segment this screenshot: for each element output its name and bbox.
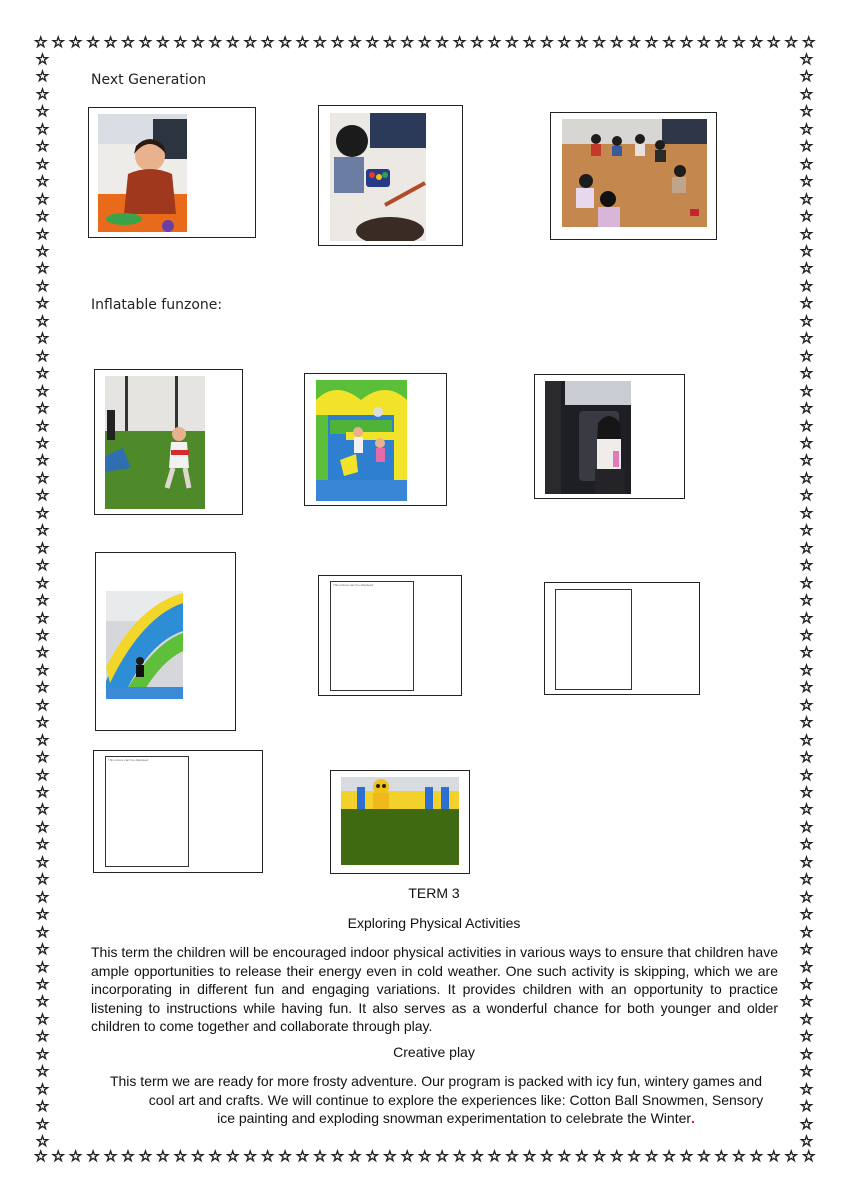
star-icon: ☆ [714, 1147, 729, 1165]
star-icon: ☆ [799, 538, 814, 557]
star-icon: ☆ [799, 940, 814, 959]
star-icon: ☆ [799, 556, 814, 575]
star-icon: ☆ [208, 33, 222, 51]
star-icon: ☆ [799, 870, 814, 889]
star-icon: ☆ [799, 276, 814, 295]
star-icon: ☆ [522, 33, 537, 51]
star-icon: ☆ [799, 1079, 814, 1098]
star-icon: ☆ [799, 433, 814, 452]
star-icon: ☆ [68, 1147, 83, 1165]
star-icon: ☆ [35, 468, 50, 487]
star-icon: ☆ [35, 224, 50, 243]
star-icon: ☆ [799, 835, 814, 854]
star-icon: ☆ [35, 399, 50, 418]
star-icon: ☆ [86, 33, 100, 51]
star-icon: ☆ [35, 276, 50, 295]
photo-next-generation-3 [562, 119, 707, 227]
photo-frame [94, 369, 243, 515]
star-icon: ☆ [767, 33, 781, 51]
star-icon: ☆ [799, 765, 814, 784]
star-icon: ☆ [35, 625, 50, 644]
photo-image [562, 119, 707, 227]
photo-inflatable-1 [105, 376, 205, 509]
star-icon: ☆ [799, 381, 814, 400]
star-icon: ☆ [575, 33, 589, 51]
star-icon: ☆ [799, 346, 814, 365]
star-icon: ☆ [799, 852, 814, 871]
star-icon: ☆ [799, 975, 814, 994]
star-icon: ☆ [35, 660, 50, 679]
star-icon: ☆ [35, 556, 50, 575]
star-icon: ☆ [348, 1147, 362, 1165]
star-icon: ☆ [799, 294, 814, 313]
star-icon: ☆ [35, 67, 50, 86]
creative-play-paragraph [96, 1072, 776, 1128]
star-icon: ☆ [383, 33, 397, 51]
photo-frame-placeholder [318, 575, 462, 696]
star-icon: ☆ [121, 33, 135, 51]
star-icon: ☆ [799, 957, 814, 976]
star-icon: ☆ [35, 870, 50, 889]
star-icon: ☆ [799, 800, 814, 819]
star-icon: ☆ [35, 364, 50, 383]
star-icon: ☆ [799, 591, 814, 610]
star-icon: ☆ [799, 311, 814, 330]
creative-play-title: Creative play [393, 1044, 475, 1060]
star-icon: ☆ [243, 1147, 257, 1165]
star-border-left [34, 52, 51, 1150]
star-icon: ☆ [156, 1147, 170, 1165]
star-icon: ☆ [35, 1132, 50, 1151]
star-icon: ☆ [35, 486, 50, 505]
star-icon: ☆ [767, 1147, 781, 1165]
star-icon: ☆ [34, 1147, 48, 1165]
star-icon: ☆ [799, 695, 814, 714]
photo-frame-placeholder [544, 582, 700, 695]
star-icon: ☆ [487, 1147, 502, 1165]
photo-frame [534, 374, 685, 499]
star-icon: ☆ [138, 33, 153, 51]
photo-image [98, 114, 187, 232]
star-icon: ☆ [35, 294, 50, 313]
star-icon: ☆ [487, 33, 502, 51]
star-icon: ☆ [35, 521, 50, 540]
star-icon: ☆ [35, 573, 50, 592]
star-icon: ☆ [68, 33, 83, 51]
star-icon: ☆ [799, 486, 814, 505]
star-icon: ☆ [35, 852, 50, 871]
star-icon: ☆ [365, 33, 380, 51]
star-icon: ☆ [417, 33, 432, 51]
star-icon: ☆ [35, 678, 50, 697]
star-icon: ☆ [86, 1147, 100, 1165]
star-icon: ☆ [784, 33, 798, 51]
star-icon: ☆ [35, 416, 50, 435]
star-icon: ☆ [799, 154, 814, 173]
photo-inflatable-2 [316, 380, 407, 501]
star-icon: ☆ [35, 1097, 50, 1116]
star-icon: ☆ [452, 1147, 467, 1165]
star-icon: ☆ [417, 1147, 432, 1165]
photo-frame [88, 107, 256, 238]
star-icon: ☆ [732, 1147, 746, 1165]
star-icon: ☆ [34, 33, 48, 51]
star-icon: ☆ [799, 521, 814, 540]
star-icon: ☆ [799, 678, 814, 697]
star-icon: ☆ [35, 940, 50, 959]
photo-inflatable-3 [545, 381, 631, 494]
star-icon: ☆ [383, 1147, 397, 1165]
star-icon: ☆ [662, 33, 676, 51]
star-icon: ☆ [35, 84, 50, 103]
star-icon: ☆ [679, 33, 694, 51]
star-icon: ☆ [505, 1147, 519, 1165]
star-icon: ☆ [35, 975, 50, 994]
star-icon: ☆ [35, 119, 50, 138]
star-icon: ☆ [35, 381, 50, 400]
star-icon: ☆ [51, 33, 65, 51]
star-icon: ☆ [644, 1147, 659, 1165]
star-icon: ☆ [295, 33, 310, 51]
star-icon: ☆ [225, 33, 240, 51]
star-icon: ☆ [799, 259, 814, 278]
star-icon: ☆ [35, 992, 50, 1011]
star-icon: ☆ [679, 1147, 694, 1165]
star-icon: ☆ [799, 50, 814, 68]
broken-image-placeholder: This picture can't be displayed [105, 756, 189, 867]
star-icon: ☆ [799, 992, 814, 1011]
star-icon: ☆ [35, 451, 50, 470]
star-icon: ☆ [799, 817, 814, 836]
star-icon: ☆ [697, 33, 711, 51]
star-icon: ☆ [592, 1147, 606, 1165]
star-icon: ☆ [557, 1147, 572, 1165]
star-icon: ☆ [365, 1147, 380, 1165]
star-icon: ☆ [435, 33, 449, 51]
star-icon: ☆ [35, 957, 50, 976]
photo-image [330, 113, 426, 241]
star-icon: ☆ [35, 329, 50, 348]
star-icon: ☆ [627, 33, 641, 51]
star-icon: ☆ [260, 1147, 275, 1165]
photo-inflatable-4 [106, 591, 183, 699]
star-icon: ☆ [35, 1027, 50, 1046]
star-icon: ☆ [799, 608, 814, 627]
photo-frame [330, 770, 470, 874]
star-icon: ☆ [173, 33, 188, 51]
photo-next-generation-2 [330, 113, 426, 241]
star-icon: ☆ [51, 1147, 65, 1165]
star-icon: ☆ [799, 102, 814, 121]
star-icon: ☆ [35, 346, 50, 365]
star-icon: ☆ [575, 1147, 589, 1165]
term-paragraph: This term the children will be encouraged indoor physical activities in various ways to ensure that children have ample opportunities to release their energy even in cold weather. One such activity is skipping, which we are incorporating in different fun and engaging variations. It provides children with an opportunity to practice listening to instructions while having fun. It also serves as a wonderful chance for both younger and older children to come together and collaborate through play. [91, 944, 778, 1034]
photo-inflatable-5 [341, 777, 459, 865]
star-icon: ☆ [400, 33, 414, 51]
star-icon: ☆ [799, 137, 814, 156]
star-icon: ☆ [35, 241, 50, 260]
star-icon: ☆ [156, 33, 170, 51]
star-icon: ☆ [627, 1147, 641, 1165]
star-icon: ☆ [801, 33, 816, 51]
star-icon: ☆ [522, 1147, 537, 1165]
star-icon: ☆ [505, 33, 519, 51]
term-subtitle: Exploring Physical Activities [347, 915, 521, 931]
photo-frame [304, 373, 447, 506]
star-icon: ☆ [35, 643, 50, 662]
creative-line-2: cool art and crafts. We will continue to explore the experiences like: Cotton Ball Snowmen, Sensory [148, 1091, 764, 1108]
star-icon: ☆ [470, 1147, 484, 1165]
star-icon: ☆ [799, 468, 814, 487]
star-icon: ☆ [749, 1147, 764, 1165]
star-border-bottom [34, 1148, 816, 1165]
photo-frame [318, 105, 463, 246]
star-icon: ☆ [470, 33, 484, 51]
star-icon: ☆ [799, 643, 814, 662]
star-icon: ☆ [799, 1114, 814, 1133]
photo-image [105, 376, 205, 509]
star-icon: ☆ [799, 1009, 814, 1028]
star-icon: ☆ [35, 1009, 50, 1028]
star-icon: ☆ [35, 730, 50, 749]
star-icon: ☆ [35, 608, 50, 627]
photo-next-generation-1 [98, 114, 187, 232]
star-icon: ☆ [35, 905, 50, 924]
star-icon: ☆ [799, 1132, 814, 1151]
broken-image-placeholder [555, 589, 632, 690]
star-icon: ☆ [35, 765, 50, 784]
star-icon: ☆ [799, 1044, 814, 1063]
creative-end-mark: . [691, 1110, 695, 1126]
star-icon: ☆ [799, 503, 814, 522]
star-border-right [798, 52, 815, 1150]
star-icon: ☆ [799, 451, 814, 470]
star-icon: ☆ [35, 748, 50, 767]
star-icon: ☆ [330, 1147, 345, 1165]
star-icon: ☆ [799, 748, 814, 767]
star-icon: ☆ [435, 1147, 449, 1165]
section-title-next-generation: Next Generation [91, 72, 207, 88]
star-icon: ☆ [799, 329, 814, 348]
photo-image [545, 381, 631, 494]
star-icon: ☆ [799, 887, 814, 906]
star-icon: ☆ [138, 1147, 153, 1165]
star-icon: ☆ [35, 1044, 50, 1063]
star-icon: ☆ [662, 1147, 676, 1165]
star-icon: ☆ [121, 1147, 135, 1165]
star-icon: ☆ [732, 33, 746, 51]
star-icon: ☆ [35, 1079, 50, 1098]
photo-frame [95, 552, 236, 731]
star-icon: ☆ [35, 1114, 50, 1133]
star-icon: ☆ [35, 102, 50, 121]
star-icon: ☆ [799, 1027, 814, 1046]
star-icon: ☆ [540, 1147, 554, 1165]
term-title: TERM 3 [408, 885, 460, 901]
star-icon: ☆ [191, 1147, 205, 1165]
star-icon: ☆ [35, 887, 50, 906]
star-icon: ☆ [697, 1147, 711, 1165]
star-icon: ☆ [35, 783, 50, 802]
star-icon: ☆ [330, 33, 345, 51]
star-icon: ☆ [295, 1147, 310, 1165]
star-icon: ☆ [35, 433, 50, 452]
star-icon: ☆ [557, 33, 572, 51]
star-icon: ☆ [592, 33, 606, 51]
star-icon: ☆ [799, 660, 814, 679]
star-icon: ☆ [799, 207, 814, 226]
star-icon: ☆ [799, 730, 814, 749]
photo-frame-placeholder [93, 750, 263, 873]
star-icon: ☆ [35, 922, 50, 941]
star-icon: ☆ [35, 154, 50, 173]
star-border-top [34, 34, 816, 51]
star-icon: ☆ [799, 364, 814, 383]
star-icon: ☆ [799, 905, 814, 924]
star-icon: ☆ [799, 84, 814, 103]
star-icon: ☆ [208, 1147, 222, 1165]
star-icon: ☆ [452, 33, 467, 51]
star-icon: ☆ [35, 800, 50, 819]
star-icon: ☆ [540, 33, 554, 51]
star-icon: ☆ [191, 33, 205, 51]
star-icon: ☆ [35, 713, 50, 732]
star-icon: ☆ [243, 33, 257, 51]
star-icon: ☆ [35, 835, 50, 854]
star-icon: ☆ [260, 33, 275, 51]
star-icon: ☆ [799, 625, 814, 644]
star-icon: ☆ [801, 1147, 816, 1165]
star-icon: ☆ [799, 1097, 814, 1116]
star-icon: ☆ [35, 591, 50, 610]
star-icon: ☆ [35, 503, 50, 522]
photo-image [316, 380, 407, 501]
star-icon: ☆ [35, 538, 50, 557]
photo-image [341, 777, 459, 865]
star-icon: ☆ [278, 33, 292, 51]
star-icon: ☆ [35, 172, 50, 191]
star-icon: ☆ [225, 1147, 240, 1165]
star-icon: ☆ [35, 1062, 50, 1081]
star-icon: ☆ [799, 241, 814, 260]
star-icon: ☆ [35, 50, 50, 68]
star-icon: ☆ [400, 1147, 414, 1165]
star-icon: ☆ [35, 189, 50, 208]
star-icon: ☆ [799, 399, 814, 418]
broken-image-placeholder: This picture can't be displayed [330, 581, 414, 691]
star-icon: ☆ [173, 1147, 188, 1165]
star-icon: ☆ [799, 573, 814, 592]
star-icon: ☆ [799, 119, 814, 138]
star-icon: ☆ [348, 33, 362, 51]
star-icon: ☆ [103, 33, 118, 51]
star-icon: ☆ [799, 224, 814, 243]
star-icon: ☆ [103, 1147, 118, 1165]
star-icon: ☆ [784, 1147, 798, 1165]
star-icon: ☆ [35, 207, 50, 226]
star-icon: ☆ [35, 311, 50, 330]
star-icon: ☆ [799, 922, 814, 941]
star-icon: ☆ [609, 1147, 624, 1165]
creative-line-3-wrap [96, 1109, 776, 1128]
star-icon: ☆ [313, 1147, 327, 1165]
star-icon: ☆ [799, 713, 814, 732]
star-icon: ☆ [799, 189, 814, 208]
photo-image [106, 591, 183, 699]
creative-line-1: This term we are ready for more frosty adventure. Our program is packed with icy fun, wintery games and [109, 1073, 763, 1089]
star-icon: ☆ [35, 259, 50, 278]
star-icon: ☆ [799, 172, 814, 191]
photo-frame [550, 112, 717, 240]
star-icon: ☆ [35, 137, 50, 156]
star-icon: ☆ [35, 817, 50, 836]
star-icon: ☆ [35, 695, 50, 714]
star-icon: ☆ [749, 33, 764, 51]
creative-line-3: ice painting and exploding snowman experimentation to celebrate the Winter [217, 1110, 692, 1126]
section-title-inflatable-funzone: Inflatable funzone: [91, 297, 223, 313]
star-icon: ☆ [799, 783, 814, 802]
star-icon: ☆ [799, 67, 814, 86]
star-icon: ☆ [799, 416, 814, 435]
star-icon: ☆ [799, 1062, 814, 1081]
star-icon: ☆ [313, 33, 327, 51]
star-icon: ☆ [278, 1147, 292, 1165]
star-icon: ☆ [609, 33, 624, 51]
star-icon: ☆ [714, 33, 729, 51]
star-icon: ☆ [644, 33, 659, 51]
